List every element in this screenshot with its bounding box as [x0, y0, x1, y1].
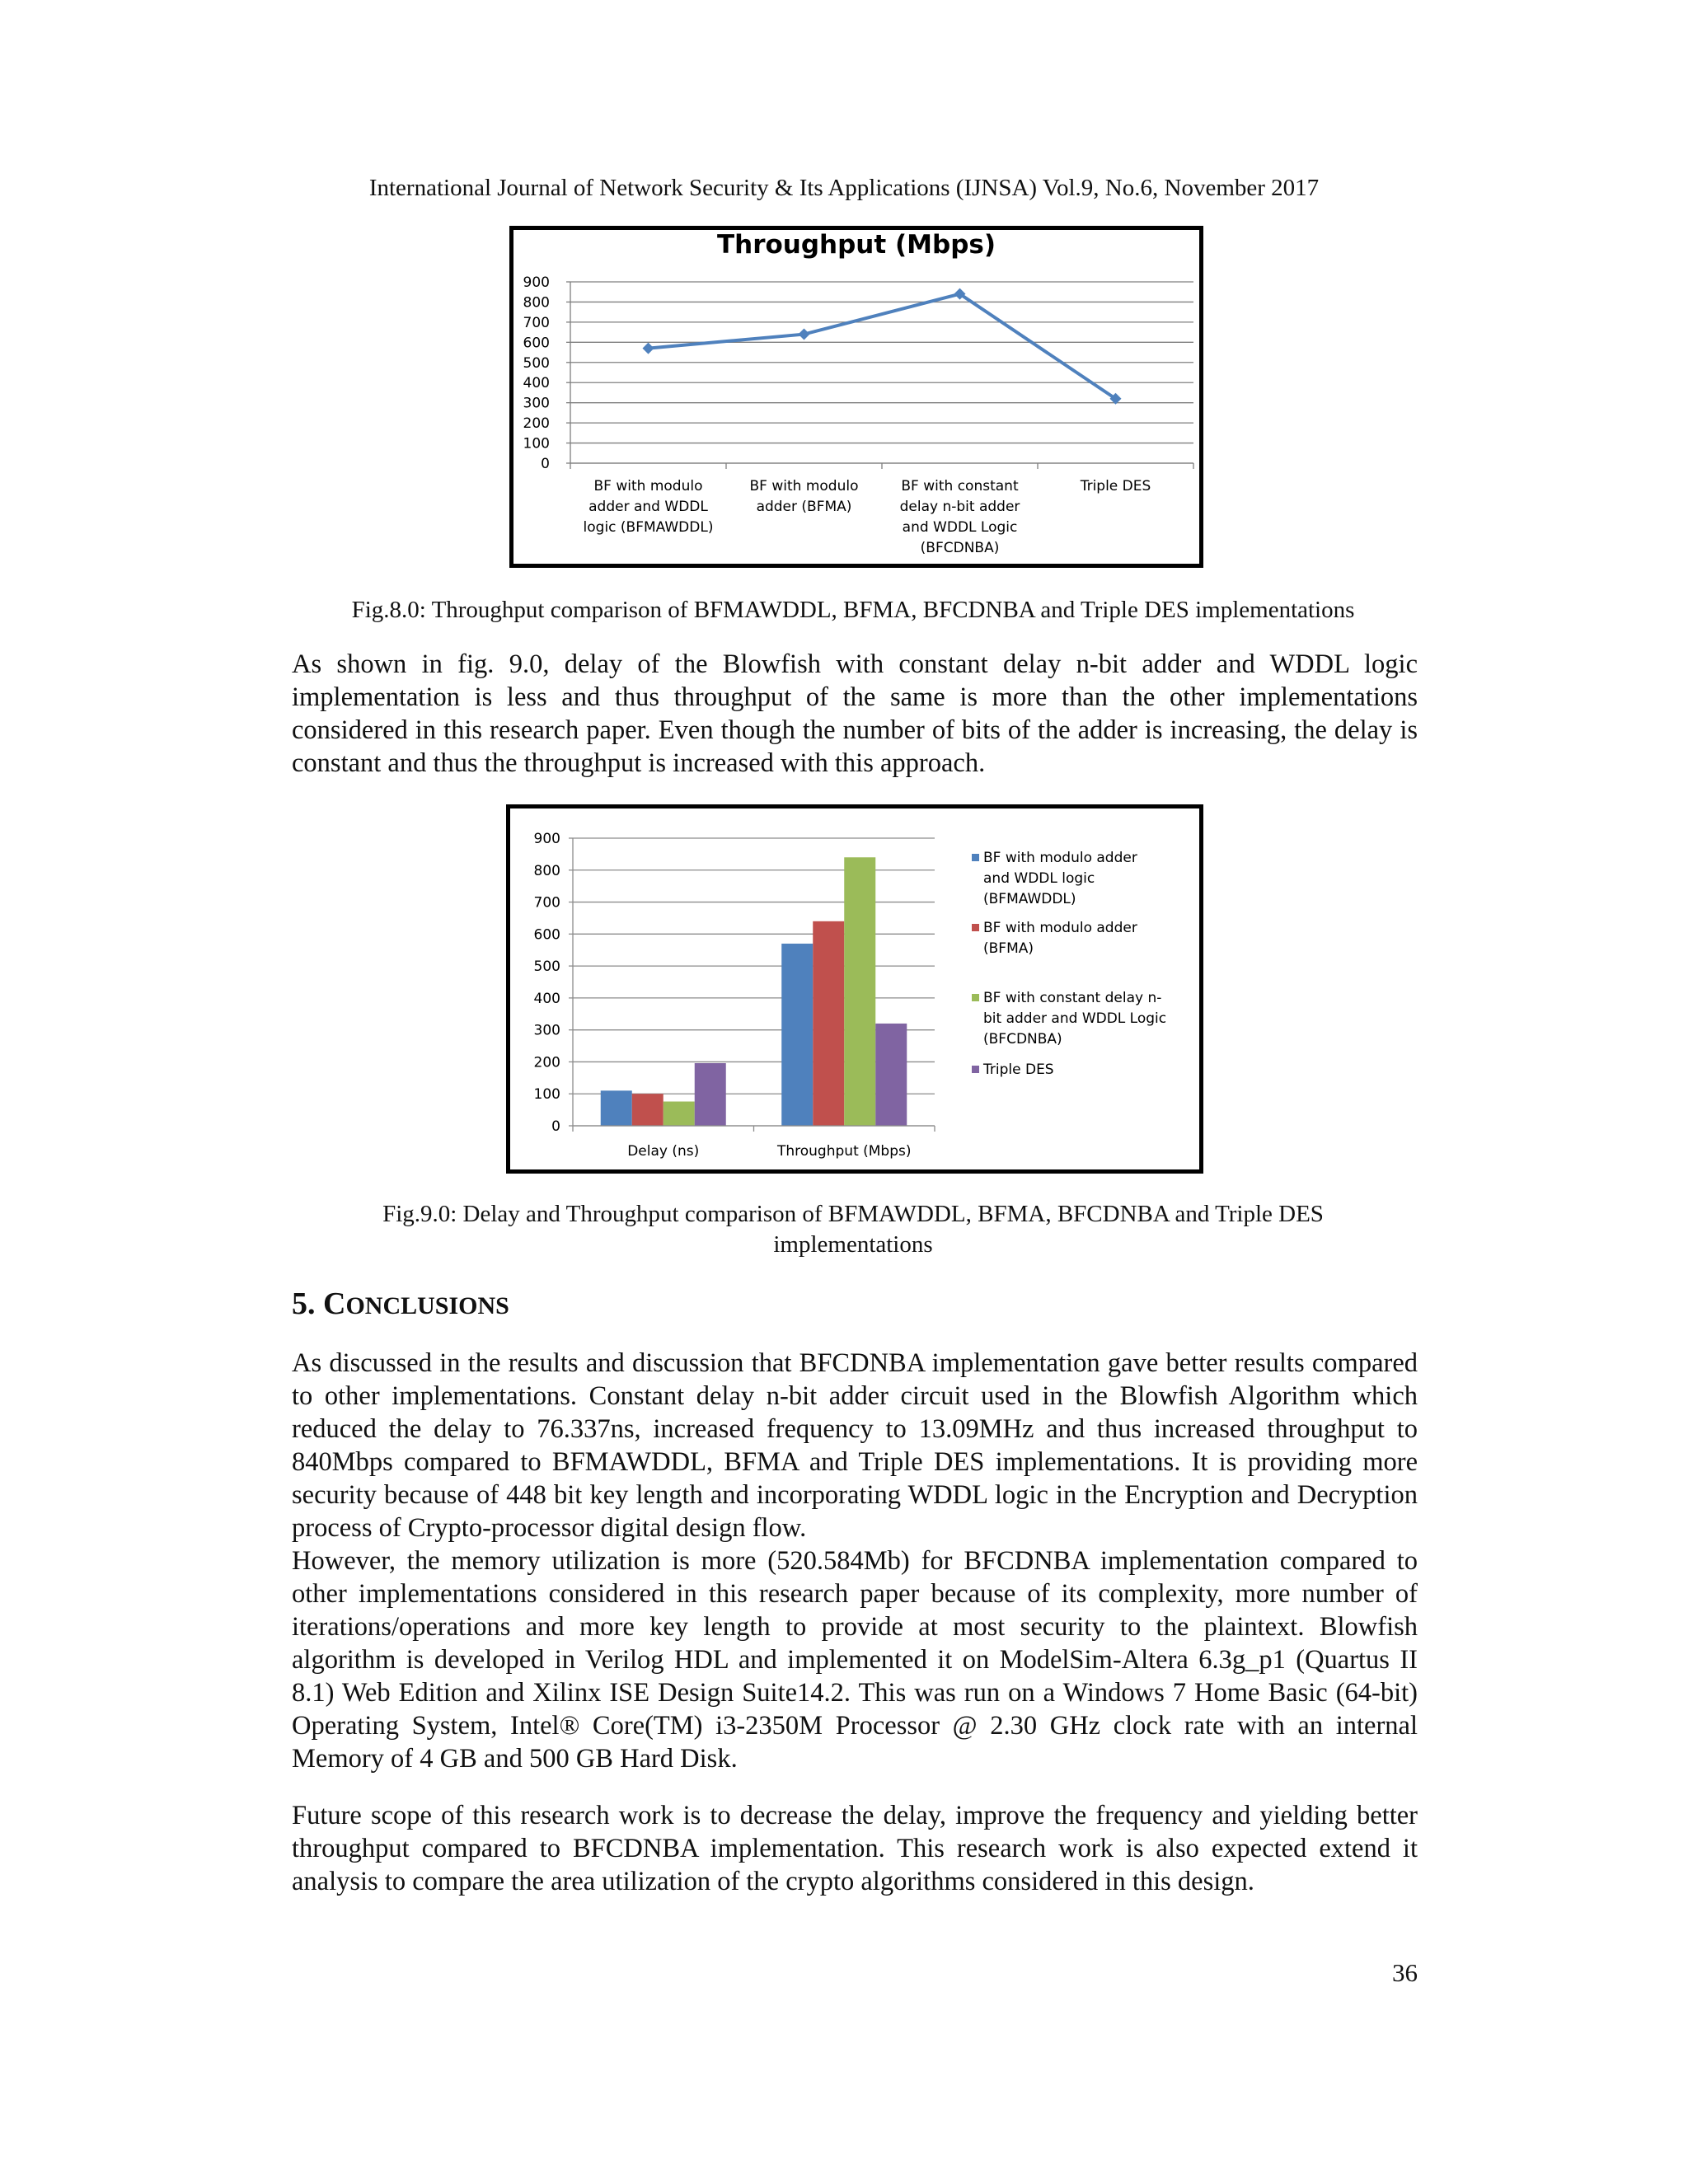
y-tick-label: 700 [533, 894, 560, 912]
y-tick-label: 800 [523, 294, 550, 312]
bar [601, 1090, 632, 1126]
paragraph-fig9-discussion: As shown in fig. 9.0, delay of the Blowfish with constant delay n-bit adder and WDDL logic implementation is less and thus throughput of the same is more than the other implementations considered in this research paper. Even though the number of bits of the adder is increasing, the delay is constant and thus the throughput is increased with this approach. [292, 649, 1418, 778]
y-tick-label: 100 [533, 1086, 560, 1104]
x-category-label [584, 478, 714, 536]
x-category-label-line: BF with modulo [749, 478, 859, 494]
y-tick-label: 900 [533, 831, 560, 847]
legend-label [983, 990, 1166, 1047]
y-tick-label: 100 [523, 435, 550, 452]
legend-label-line: BF with constant delay n- [983, 990, 1162, 1006]
x-category-label-line: BF with constant [901, 478, 1019, 494]
legend-label [983, 850, 1137, 907]
x-category-label-line: Triple DES [1080, 478, 1151, 494]
paragraph-future-scope: Future scope of this research work is to decrease the delay, improve the frequency and yielding better throughput compared to BFCDNBA implementation. This research work is also expected extend it analysis to compare the area utilization of the crypto algorithms considered in this design. [292, 1801, 1418, 1896]
figure-8-throughput-line-chart [509, 226, 1203, 568]
y-tick-label: 700 [523, 314, 550, 331]
y-tick-label: 800 [533, 862, 560, 879]
bar [663, 1102, 695, 1126]
paragraph-conclusions-2: However, the memory utilization is more (520.584Mb) for BFCDNBA implementation compared to other implementations considered in this research paper because of its complexity, more number of iterations/operations and more key length to provide at most security to the plaintext. Blowfish algorithm is developed in Verilog HDL and implemented it on ModelSim-Altera 6.3g_p1 (Quartus II 8.1) Web Edition and Xilinx ISE Design Suite14.2. This was run on a Windows 7 Home Basic (64-bit) Operating System, Intel® Core(TM) i3-2350M Processor @ 2.30 GHz clock rate with an internal Memory of 4 GB and 500 GB Hard Disk. [292, 1546, 1418, 1774]
figure-9-caption [280, 1199, 1426, 1260]
bar [844, 857, 875, 1126]
y-tick-label: 200 [533, 1054, 560, 1071]
y-tick-label: 300 [533, 1022, 560, 1039]
line-chart-svg [513, 230, 1199, 564]
y-tick-label: 0 [551, 1118, 560, 1135]
figure-8-caption: Fig.8.0: Throughput comparison of BFMAWDDL, BFMA, BFCDNBA and Triple DES implementations [351, 597, 1355, 623]
legend-label-line: Triple DES [983, 1062, 1054, 1078]
bar [632, 1094, 663, 1126]
y-tick-label: 400 [523, 375, 550, 392]
x-category-label [900, 478, 1020, 556]
x-category-label-line: logic (BFMAWDDL) [583, 519, 714, 536]
x-category-label [1080, 478, 1151, 494]
legend-label-line: (BFMA) [983, 940, 1034, 957]
bar [875, 1024, 907, 1126]
legend-label-line: (BFCDNBA) [983, 1031, 1062, 1047]
bar-chart-svg [510, 808, 1199, 1169]
section-heading-smallcaps: ONCLUSIONS [345, 1292, 509, 1319]
legend-swatch [972, 854, 979, 861]
bar [781, 944, 813, 1126]
x-category-label: Delay (ns) [627, 1143, 700, 1160]
legend-swatch [972, 994, 979, 1001]
legend-swatch [972, 924, 979, 931]
legend-label [983, 920, 1137, 957]
legend-label-line: and WDDL logic [983, 870, 1095, 887]
running-header: International Journal of Network Security & Its Applications (IJNSA) Vol.9, No.6, November 2017 [368, 175, 1320, 201]
legend-label [982, 1062, 1054, 1078]
x-category-label-line: adder and WDDL [588, 499, 708, 515]
page-number: 36 [1392, 1958, 1418, 1987]
figure-9-caption-line-2: implementations [773, 1231, 933, 1258]
legend-label-line: BF with modulo adder [983, 850, 1137, 866]
figure-9-caption-line-1: Fig.9.0: Delay and Throughput comparison of BFMAWDDL, BFMA, BFCDNBA and Triple DES [382, 1201, 1324, 1227]
y-tick-label: 200 [523, 415, 550, 433]
x-category-label-line: (BFCDNBA) [920, 540, 1000, 556]
data-point-marker [643, 343, 654, 354]
x-category-label [750, 478, 859, 515]
y-tick-label: 300 [523, 395, 550, 412]
y-tick-label: 900 [523, 274, 550, 291]
x-category-label-line: adder (BFMA) [756, 499, 852, 515]
x-category-label-line: delay n-bit adder [899, 499, 1020, 515]
legend-label-line: (BFMAWDDL) [983, 891, 1076, 907]
legend-label-line: BF with modulo adder [983, 920, 1137, 936]
data-point-marker [799, 329, 810, 340]
y-tick-label: 400 [533, 990, 560, 1007]
section-heading-conclusions [292, 1286, 509, 1322]
section-heading-number: 5. C [292, 1286, 346, 1321]
bar [813, 921, 844, 1126]
y-tick-label: 500 [523, 354, 550, 372]
x-category-label: Throughput (Mbps) [776, 1143, 912, 1160]
x-category-label-line: BF with modulo [593, 478, 703, 494]
y-tick-label: 600 [523, 335, 550, 352]
x-category-label-line: and WDDL Logic [902, 519, 1018, 536]
paragraph-conclusions-1: As discussed in the results and discussion that BFCDNBA implementation gave better results compared to other implementations. Constant delay n-bit adder circuit used in the Blowfish Algorithm which reduced the delay to 76.337ns, increased frequency to 13.09MHz and thus increased throughput to 840Mbps compared to BFMAWDDL, BFMA and Triple DES implementations. It is providing more security because of 448 bit key length and incorporating WDDL logic in the Encryption and Decryption process of Crypto-processor digital design flow. [292, 1348, 1418, 1543]
bar [695, 1063, 726, 1126]
y-tick-label: 500 [533, 958, 560, 976]
chart-title: Throughput (Mbps) [716, 230, 996, 260]
y-tick-label: 600 [533, 926, 560, 944]
figure-9-delay-throughput-bar-chart [506, 804, 1203, 1174]
legend-swatch [972, 1066, 979, 1073]
y-tick-label: 0 [541, 456, 550, 472]
legend-label-line: bit adder and WDDL Logic [983, 1010, 1167, 1027]
